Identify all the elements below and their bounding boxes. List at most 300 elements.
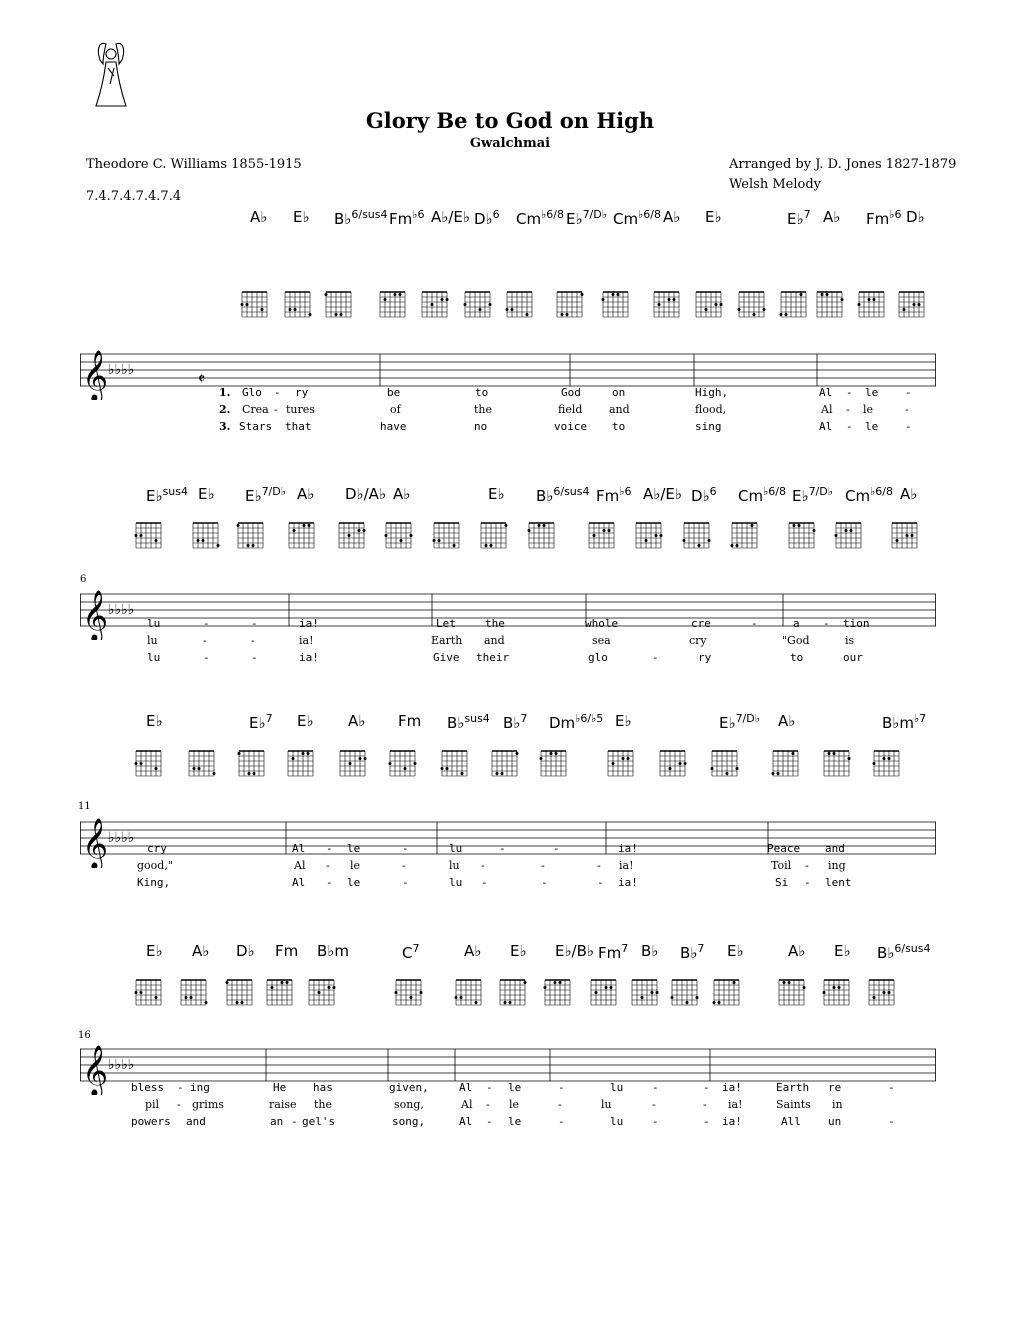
chord-diagram <box>652 287 688 325</box>
syllable: - <box>203 634 207 647</box>
chord: $B♭m^{♭7}$ <box>882 712 927 732</box>
chord-diagram <box>822 746 858 784</box>
chord: B♭$^{6/sus4}$ <box>334 208 388 228</box>
syllable: has <box>313 1081 333 1094</box>
syllable: - <box>541 876 548 889</box>
song-title: Glory Be to God on High <box>365 108 655 133</box>
syllable: le <box>865 386 879 399</box>
syllable: - <box>905 403 909 416</box>
chord: E♭$^{7/D♭}$ <box>792 485 833 505</box>
lyrics-system-1 <box>0 386 1020 442</box>
chord: Fm <box>398 712 422 730</box>
syllable: grims <box>192 1098 224 1111</box>
chord: E♭ <box>297 712 314 730</box>
syllable: Al <box>294 859 306 872</box>
lyrics-system-2 <box>0 617 1020 673</box>
chord: E♭ <box>198 485 215 503</box>
chord-diagram <box>440 746 476 784</box>
syllable: lu <box>449 876 463 889</box>
syllable: - <box>251 651 258 664</box>
syllable: - <box>499 842 506 855</box>
syllable: - <box>251 634 255 647</box>
chord-diagram <box>787 518 823 556</box>
melody-source: Welsh Melody <box>729 177 821 192</box>
chord-diagram <box>779 287 815 325</box>
syllable: Si <box>775 876 789 889</box>
syllable: have <box>380 420 407 433</box>
syllable: - <box>652 1081 659 1094</box>
syllable: lu <box>449 859 460 872</box>
syllable: song, <box>394 1098 424 1111</box>
chord-diagram <box>265 975 301 1013</box>
syllable: - <box>291 1115 298 1128</box>
chord-row-2 <box>0 485 1020 515</box>
syllable: and <box>825 842 845 855</box>
syllable: - <box>597 859 601 872</box>
syllable: - <box>481 859 485 872</box>
syllable: - <box>274 386 281 399</box>
syllable: - <box>804 876 811 889</box>
syllable: tion <box>843 617 870 630</box>
syllable: - <box>177 1098 181 1111</box>
syllable: cre <box>691 617 711 630</box>
syllable: Toil <box>771 859 792 872</box>
syllable: - <box>888 1115 895 1128</box>
svg-text:𝄞: 𝄞 <box>82 590 109 640</box>
chord: D♭ <box>906 208 925 226</box>
syllable: ry <box>295 386 309 399</box>
syllable: tures <box>286 403 315 416</box>
chord-diagram <box>237 746 273 784</box>
syllable: - <box>652 1115 659 1128</box>
chord-diagram <box>897 287 933 325</box>
syllable: - <box>558 1098 562 1111</box>
syllable: - <box>326 859 330 872</box>
chord-diagram <box>527 518 563 556</box>
syllable: ing <box>190 1081 210 1094</box>
syllable: whole <box>585 617 619 630</box>
chord-diagram <box>236 518 272 556</box>
svg-text:𝄞: 𝄞 <box>82 818 109 868</box>
chord: B♭$^{6/sus4}$ <box>877 942 931 962</box>
chord-diagram <box>337 518 373 556</box>
syllable: - <box>486 1081 493 1094</box>
chord-row-1 <box>0 208 1020 238</box>
syllable: in <box>832 1098 843 1111</box>
chord: $Dm^{♭6/♭5}$ <box>549 712 604 732</box>
syllable: - <box>558 1115 565 1128</box>
syllable: lu <box>147 617 161 630</box>
chord-diagram <box>378 287 414 325</box>
chord-diagram <box>134 975 170 1013</box>
chord-diagram <box>394 975 430 1013</box>
chord-diagram <box>694 287 730 325</box>
chord-diagram <box>479 518 515 556</box>
chord-diagram <box>737 287 773 325</box>
syllable: le <box>863 403 874 416</box>
syllable: - <box>846 403 850 416</box>
chord: B♭$^7$ <box>503 712 528 732</box>
syllable: ia! <box>299 617 319 630</box>
syllable: Al <box>292 876 306 889</box>
chord-diagram <box>179 975 215 1013</box>
syllable: - <box>402 842 409 855</box>
chord-diagram <box>658 746 694 784</box>
syllable: re <box>828 1081 842 1094</box>
svg-text:𝄞: 𝄞 <box>82 350 109 400</box>
syllable: le <box>350 859 361 872</box>
syllable: cry <box>147 842 167 855</box>
syllable: gel's <box>302 1115 336 1128</box>
syllable: - <box>905 420 912 433</box>
chord: E♭$^7$ <box>249 712 273 732</box>
chord: D♭$^6$ <box>474 208 500 228</box>
syllable: - <box>703 1081 710 1094</box>
chord-diagram-row-1 <box>0 287 1020 337</box>
chord-diagram <box>587 518 623 556</box>
chord-diagram <box>307 975 343 1013</box>
syllable: an <box>270 1115 284 1128</box>
syllable: and <box>609 403 630 416</box>
syllable: Al <box>459 1115 473 1128</box>
syllable: - <box>597 876 604 889</box>
chord-diagram <box>822 975 858 1013</box>
chord-diagram <box>606 746 642 784</box>
syllable: - <box>326 842 333 855</box>
syllable: Al <box>819 420 833 433</box>
chord: E♭ <box>146 942 163 960</box>
lyrics-system-3 <box>0 842 1020 898</box>
syllable: ia! <box>299 651 319 664</box>
syllable: the <box>474 403 493 416</box>
chord: $C^7$ <box>402 942 420 962</box>
syllable: - <box>846 420 853 433</box>
chord-diagram <box>287 518 323 556</box>
syllable: given, <box>389 1081 429 1094</box>
syllable: our <box>843 651 863 664</box>
chord-row-4 <box>0 942 1020 972</box>
chord: Fm$^7$ <box>598 942 629 962</box>
chord-diagram <box>240 287 276 325</box>
chord-diagram <box>134 746 170 784</box>
chord: E♭ <box>146 712 163 730</box>
chord: E♭ <box>834 942 851 960</box>
syllable: - <box>703 1098 707 1111</box>
chord: B♭$^7$ <box>680 942 705 962</box>
syllable: - <box>177 1081 184 1094</box>
chord-diagram <box>555 287 591 325</box>
verse-number: 3. <box>219 420 231 433</box>
chord-diagram <box>872 746 908 784</box>
chord: $Cm^{♭6/8}$ <box>738 485 786 505</box>
syllable: - <box>652 1098 656 1111</box>
syllable: glo <box>588 651 608 664</box>
chord-diagram <box>324 287 360 325</box>
syllable: flood, <box>695 403 727 416</box>
syllable: le <box>347 842 361 855</box>
syllable: le <box>508 1115 522 1128</box>
syllable: - <box>751 617 758 630</box>
chord-diagram <box>601 287 637 325</box>
chord-diagram <box>388 746 424 784</box>
syllable: of <box>390 403 401 416</box>
chord-diagram-row-2 <box>0 518 1020 568</box>
chord: $Cm^{♭6/8}$ <box>845 485 893 505</box>
syllable: sing <box>695 420 722 433</box>
syllable: ia! <box>728 1098 743 1111</box>
syllable: ing <box>828 859 846 872</box>
syllable: le <box>347 876 361 889</box>
measure-number: 11 <box>78 801 91 812</box>
syllable: cry <box>689 634 707 647</box>
chord: A♭ <box>788 942 806 960</box>
chord-diagram <box>777 975 813 1013</box>
syllable: ia! <box>618 842 638 855</box>
chord-diagram-row-4 <box>0 975 1020 1025</box>
chord-diagram <box>420 287 456 325</box>
chord: D♭$^6$ <box>691 485 717 505</box>
syllable: lu <box>147 634 158 647</box>
chord-diagram <box>505 287 541 325</box>
angel-logo-icon <box>88 38 134 110</box>
svg-text:𝄞: 𝄞 <box>82 1045 109 1095</box>
syllable: lu <box>610 1081 624 1094</box>
chord: A♭/E♭ <box>643 485 682 503</box>
verse-number: 2. <box>219 403 231 416</box>
syllable: le <box>509 1098 520 1111</box>
syllable: - <box>402 876 409 889</box>
syllable: God <box>561 386 581 399</box>
syllable: that <box>285 420 312 433</box>
syllable: Peace <box>767 842 801 855</box>
chord-diagram <box>490 746 526 784</box>
syllable: ia! <box>722 1081 742 1094</box>
syllable: ia! <box>299 634 314 647</box>
syllable: ia! <box>618 876 638 889</box>
chord-diagram <box>771 746 807 784</box>
chord-diagram <box>338 746 374 784</box>
syllable: Earth <box>431 634 463 647</box>
chord-diagram <box>890 518 926 556</box>
chord: E♭$^{7/D♭}$ <box>566 208 607 228</box>
chord: E♭$^7$ <box>787 208 811 228</box>
syllable: lu <box>610 1115 624 1128</box>
chord: E♭ <box>705 208 722 226</box>
syllable: Give <box>433 651 460 664</box>
measure-number: 16 <box>78 1030 91 1041</box>
syllable: the <box>485 617 505 630</box>
meter: 7.4.7.4.7.4.7.4 <box>86 189 182 204</box>
syllable: and <box>186 1115 206 1128</box>
chord-diagram <box>710 746 746 784</box>
syllable: Stars <box>239 420 273 433</box>
syllable: - <box>486 1115 493 1128</box>
chord: E♭$^{sus4}$ <box>146 485 188 505</box>
chord: A♭/E♭ <box>431 208 470 226</box>
chord-diagram <box>454 975 490 1013</box>
syllable: - <box>558 1081 565 1094</box>
tune-name: Gwalchmai <box>469 136 551 151</box>
chord: A♭ <box>900 485 918 503</box>
syllable: to <box>612 420 626 433</box>
chord-diagram <box>730 518 766 556</box>
chord: A♭ <box>823 208 841 226</box>
chord: A♭ <box>393 485 411 503</box>
chord: B♭ <box>641 942 659 960</box>
syllable: - <box>553 842 560 855</box>
syllable: bless <box>131 1081 165 1094</box>
syllable: - <box>823 617 830 630</box>
measure-number: 6 <box>80 574 87 585</box>
svg-text:♭♭♭♭: ♭♭♭♭ <box>108 602 135 618</box>
syllable: King, <box>137 876 171 889</box>
syllable: Crea <box>242 403 269 416</box>
chord: E♭ <box>488 485 505 503</box>
chord: E♭/B♭ <box>555 942 594 960</box>
syllable: ia! <box>619 859 634 872</box>
chord-diagram <box>225 975 261 1013</box>
chord: $Fm^{♭6}$ <box>866 208 902 228</box>
chord: A♭ <box>663 208 681 226</box>
chord: E♭ <box>293 208 310 226</box>
chord-diagram <box>384 518 420 556</box>
syllable: un <box>828 1115 842 1128</box>
chord: B♭$^{6/sus4}$ <box>536 485 590 505</box>
syllable: to <box>475 386 489 399</box>
chord: E♭$^{7/D♭}$ <box>245 485 286 505</box>
svg-text:♭♭♭♭: ♭♭♭♭ <box>108 362 135 378</box>
chord-diagram <box>712 975 748 1013</box>
syllable: lu <box>449 842 463 855</box>
chord: $Fm^{♭6}$ <box>596 485 632 505</box>
syllable: raise <box>269 1098 297 1111</box>
syllable: High, <box>695 386 729 399</box>
chord-diagram <box>498 975 534 1013</box>
chord-diagram <box>432 518 468 556</box>
syllable: Earth <box>776 1081 810 1094</box>
chord: A♭ <box>192 942 210 960</box>
syllable: ry <box>698 651 712 664</box>
chord-diagram <box>634 518 670 556</box>
syllable: lent <box>825 876 852 889</box>
chord-diagram <box>286 746 322 784</box>
chord-diagram <box>682 518 718 556</box>
chord: E♭ <box>727 942 744 960</box>
syllable: le <box>865 420 879 433</box>
chord: E♭$^{7/D♭}$ <box>719 712 760 732</box>
syllable: the <box>314 1098 333 1111</box>
syllable: All <box>781 1115 801 1128</box>
syllable: - <box>846 386 853 399</box>
syllable: Al <box>819 386 833 399</box>
chord: E♭ <box>615 712 632 730</box>
syllable: lu <box>601 1098 612 1111</box>
chord-diagram <box>463 287 499 325</box>
syllable: good," <box>137 859 173 872</box>
syllable: - <box>486 1098 490 1111</box>
syllable: - <box>541 859 545 872</box>
lyrics-system-4 <box>0 1081 1020 1137</box>
syllable: field <box>558 403 583 416</box>
syllable: Saints <box>776 1098 811 1111</box>
syllable: - <box>703 1115 710 1128</box>
syllable: - <box>274 403 278 416</box>
syllable: He <box>273 1081 287 1094</box>
chord: $Cm^{♭6/8}$ <box>516 208 564 228</box>
chord-diagram-row-3 <box>0 746 1020 796</box>
chord-row-3 <box>0 712 1020 742</box>
syllable: Glo <box>242 386 262 399</box>
chord-diagram <box>630 975 666 1013</box>
chord-diagram <box>187 746 223 784</box>
chord-diagram <box>815 287 851 325</box>
chord: $Fm^{♭6}$ <box>389 208 425 228</box>
chord-diagram <box>543 975 579 1013</box>
chord: D♭ <box>236 942 255 960</box>
verse-number: 1. <box>219 386 231 399</box>
syllable: Al <box>459 1081 473 1094</box>
chord: A♭ <box>464 942 482 960</box>
syllable: is <box>845 634 855 647</box>
syllable: - <box>402 859 406 872</box>
chord-diagram <box>283 287 319 325</box>
chord-diagram <box>670 975 706 1013</box>
syllable: le <box>508 1081 522 1094</box>
chord-diagram <box>867 975 903 1013</box>
svg-text:♭♭♭♭: ♭♭♭♭ <box>108 830 135 846</box>
chord: $Cm^{♭6/8}$ <box>613 208 661 228</box>
syllable: - <box>251 617 258 630</box>
syllable: Al <box>821 403 833 416</box>
chord-diagram <box>834 518 870 556</box>
syllable: - <box>905 386 912 399</box>
syllable: and <box>484 634 505 647</box>
chord: D♭/A♭ <box>345 485 387 503</box>
syllable: their <box>476 651 510 664</box>
syllable: - <box>652 651 659 664</box>
chord-diagram <box>857 287 893 325</box>
syllable: to <box>790 651 804 664</box>
syllable: Al <box>461 1098 473 1111</box>
syllable: pil <box>145 1098 160 1111</box>
chord: B♭m <box>317 942 349 960</box>
syllable: on <box>612 386 626 399</box>
syllable: - <box>805 859 809 872</box>
syllable: Al <box>292 842 306 855</box>
chord: B♭$^{sus4}$ <box>447 712 490 732</box>
author: Theodore C. Williams 1855-1915 <box>86 157 302 172</box>
chord: A♭ <box>778 712 796 730</box>
syllable: lu <box>147 651 161 664</box>
syllable: - <box>481 876 488 889</box>
chord: A♭ <box>297 485 315 503</box>
syllable: Let <box>436 617 456 630</box>
chord: A♭ <box>348 712 366 730</box>
syllable: no <box>474 420 488 433</box>
syllable: song, <box>392 1115 426 1128</box>
syllable: - <box>888 1081 895 1094</box>
syllable: - <box>203 617 210 630</box>
syllable: ia! <box>722 1115 742 1128</box>
syllable: be <box>387 386 401 399</box>
chord-diagram <box>539 746 575 784</box>
chord-diagram <box>589 975 625 1013</box>
syllable: powers <box>131 1115 171 1128</box>
chord-diagram <box>134 518 170 556</box>
svg-text:♭♭♭♭: ♭♭♭♭ <box>108 1057 135 1073</box>
syllable: - <box>203 651 210 664</box>
syllable: a <box>793 617 800 630</box>
